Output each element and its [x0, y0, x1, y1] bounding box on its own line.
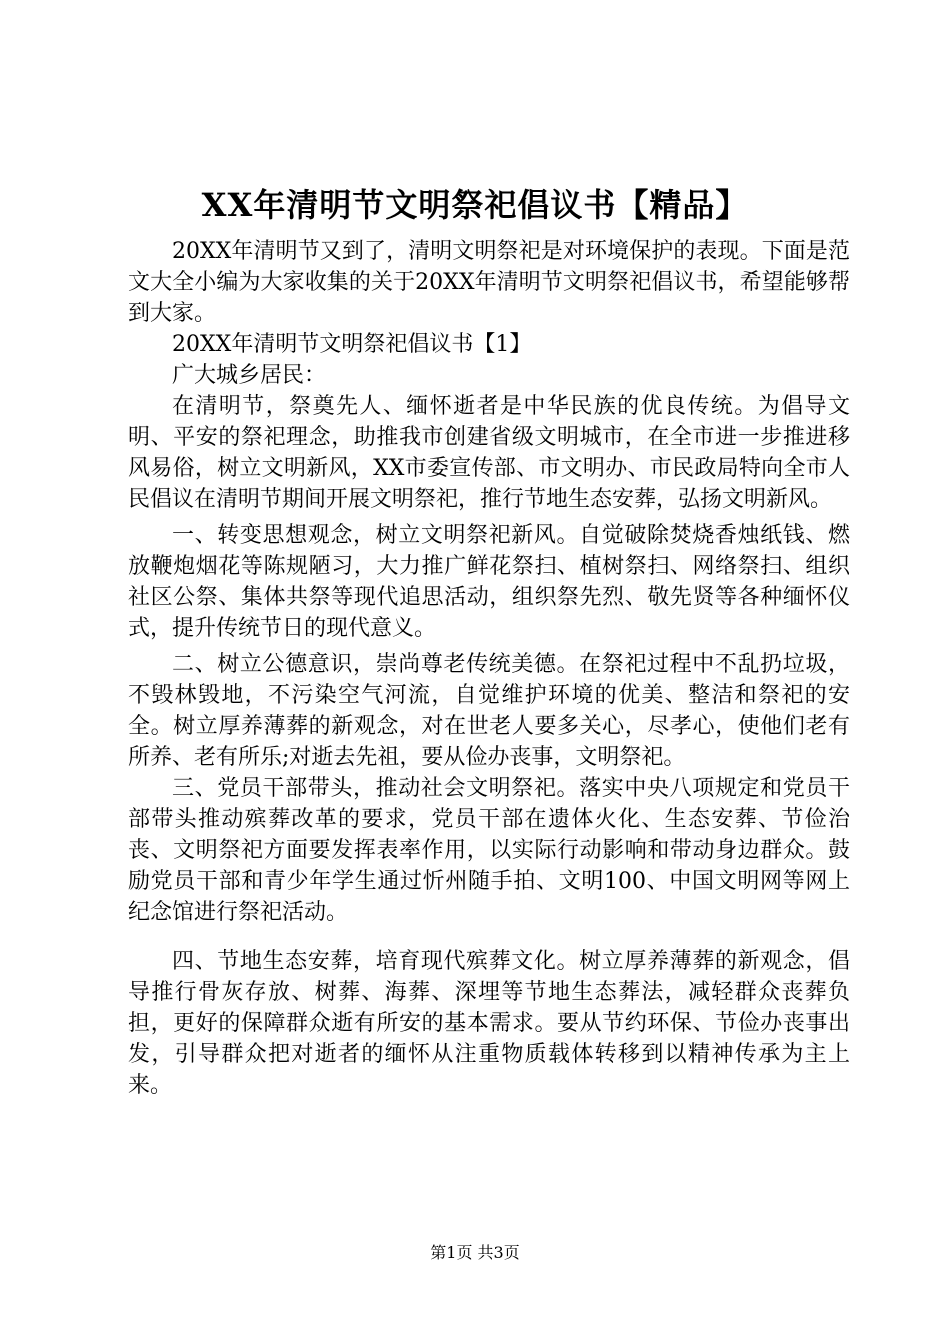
point-two-paragraph: 二、树立公德意识，崇尚尊老传统美德。在祭祀过程中不乱扔垃圾，不毁林毁地，不污染空气河流，自觉维护环境的优美、整洁和祭祀的安全。树立厚养薄葬的新观念，对在世老人要多关心，尽孝心，使他们老有所养、老有所乐;对逝去先祖，要从俭办丧事，文明祭祀。	[128, 652, 850, 770]
intro-paragraph: 20XX年清明节又到了，清明文明祭祀是对环境保护的表现。下面是范文大全小编为大家收集的关于20XX年清明节文明祭祀倡议书，希望能够帮到大家。	[128, 239, 850, 326]
opening-paragraph: 在清明节，祭奠先人、缅怀逝者是中华民族的优良传统。为倡导文明、平安的祭祀理念，助推我市创建省级文明城市，在全市进一步推进移风易俗，树立文明新风，XX市委宣传部、市文明办、市民政局特向全市人民倡议在清明节期间开展文明祭祀，推行节地生态安葬，弘扬文明新风。	[128, 394, 850, 512]
document-title: XX年清明节文明祭祀倡议书【精品】	[201, 186, 749, 224]
document-body	[128, 236, 850, 1101]
point-one-paragraph: 一、转变思想观念，树立文明祭祀新风。自觉破除焚烧香烛纸钱、燃放鞭炮烟花等陈规陋习，大力推广鲜花祭扫、植树祭扫、网络祭扫、组织社区公祭、集体共祭等现代追思活动，组织祭先烈、敬先贤等各种缅怀仪式，提升传统节日的现代意义。	[128, 523, 850, 641]
page-footer: 第1页 共3页	[430, 1243, 520, 1262]
point-three-paragraph: 三、党员干部带头，推动社会文明祭祀。落实中央八项规定和党员干部带头推动殡葬改革的要求，党员干部在遗体火化、生态安葬、节俭治丧、文明祭祀方面要发挥表率作用，以实际行动影响和带动身边群众。鼓励党员干部和青少年学生通过忻州随手拍、文明100、中国文明网等网上纪念馆进行祭祀活动。	[128, 776, 850, 925]
section-heading: 20XX年清明节文明祭祀倡议书【1】	[172, 332, 532, 357]
point-four-paragraph: 四、节地生态安葬，培育现代殡葬文化。树立厚养薄葬的新观念，倡导推行骨灰存放、树葬、海葬、深埋等节地生态葬法，减轻群众丧葬负担，更好的保障群众逝有所安的基本需求。要从节约环保、节俭办丧事出发，引导群众把对逝者的缅怀从注重物质载体转移到以精神传承为主上来。	[128, 949, 850, 1098]
salutation: 广大城乡居民：	[172, 363, 327, 388]
